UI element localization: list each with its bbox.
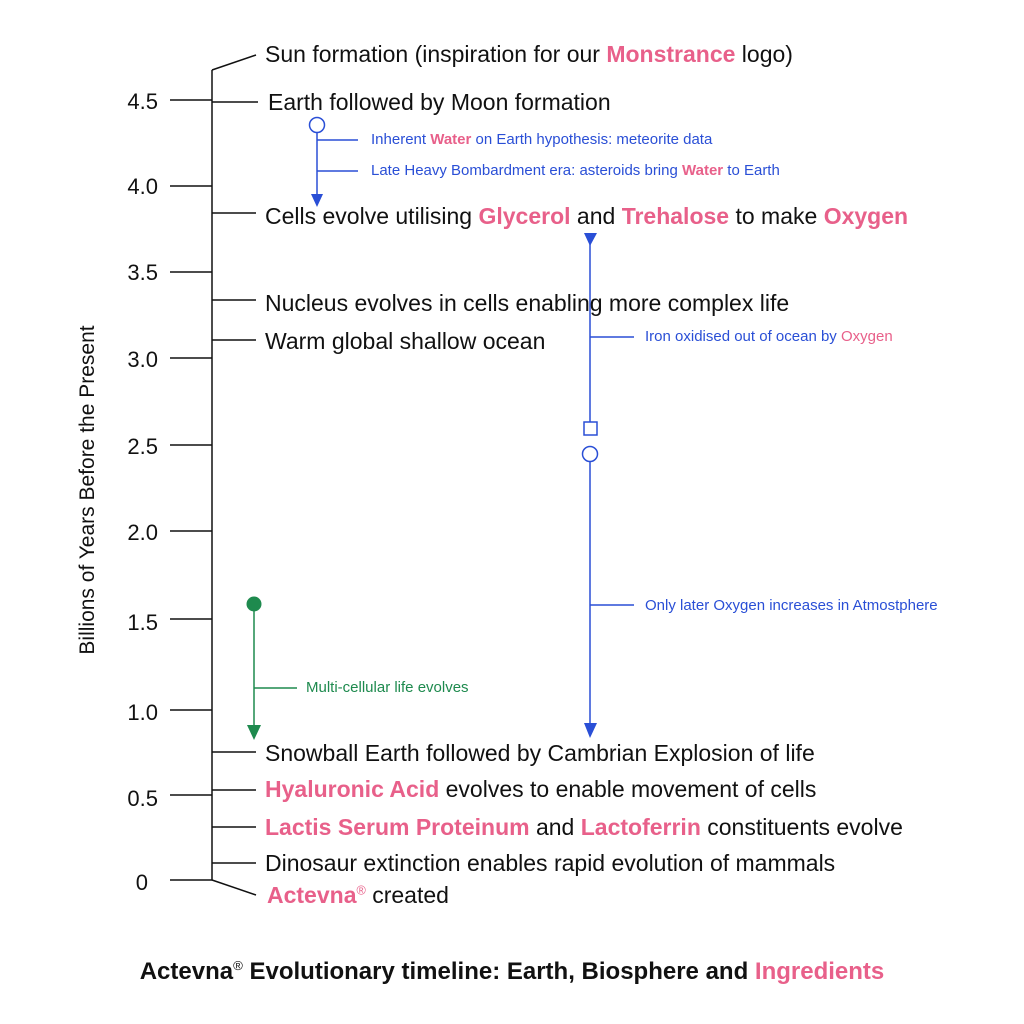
event-text: logo) xyxy=(735,41,793,67)
highlight-actevna: Actevna xyxy=(267,882,357,908)
note-iron-oxidised xyxy=(645,329,893,344)
event-connector xyxy=(212,880,256,895)
tick-label: 4.5 xyxy=(127,89,158,114)
tick-label: 0.5 xyxy=(127,786,158,811)
tick-label: 3.5 xyxy=(127,260,158,285)
multicellular-arrow xyxy=(247,597,298,741)
axis-title: Billions of Years Before the Present xyxy=(76,325,99,655)
event-snowball-earth: Snowball Earth followed by Cambrian Explosion of life xyxy=(265,740,815,766)
highlight-ingredients: Ingredients xyxy=(754,958,885,985)
event-sun-formation xyxy=(265,43,793,66)
tick-label: 2.5 xyxy=(127,434,158,459)
tick-label: 2.0 xyxy=(127,520,158,545)
event-earth-moon: Earth followed by Moon formation xyxy=(268,89,611,115)
event-text: and xyxy=(570,203,622,229)
tick-label: 1.0 xyxy=(127,700,158,725)
note-text: to Earth xyxy=(723,162,780,179)
event-text: to make xyxy=(729,203,824,229)
highlight-oxygen: Oxygen xyxy=(823,203,909,229)
registered-mark: ® xyxy=(356,883,366,898)
event-lactis-serum xyxy=(265,816,903,839)
axis-group xyxy=(170,55,258,895)
highlight-glycerol: Glycerol xyxy=(478,203,571,229)
title-text: Evolutionary timeline: Earth, Biosphere and xyxy=(242,958,755,985)
title-text: Actevna xyxy=(139,958,234,985)
atmosphere-arrow-head xyxy=(584,723,597,738)
tick-label: 1.5 xyxy=(127,610,158,635)
event-text: Cells evolve utilising xyxy=(265,203,479,229)
event-connector xyxy=(212,55,256,70)
highlight-trehalose: Trehalose xyxy=(621,203,730,229)
note-water-hypothesis xyxy=(371,132,712,147)
event-text: Sun formation (inspiration for our xyxy=(265,41,607,67)
tick-label: 0 xyxy=(135,870,148,895)
event-nucleus: Nucleus evolves in cells enabling more complex life xyxy=(265,290,790,316)
event-cells-oxygen xyxy=(265,205,908,228)
highlight-lactoferrin: Lactoferrin xyxy=(580,814,701,840)
highlight-hyaluronic-acid: Hyaluronic Acid xyxy=(265,776,440,802)
highlight-water: Water xyxy=(682,162,724,179)
highlight-water: Water xyxy=(430,131,472,148)
note-bombardment xyxy=(371,163,780,178)
event-text: created xyxy=(365,882,449,908)
highlight-oxygen: Oxygen xyxy=(840,328,893,345)
note-text: on Earth hypothesis: meteorite data xyxy=(471,131,713,148)
iron-end-square xyxy=(584,422,597,435)
note-text: Iron oxidised out of ocean by xyxy=(645,328,841,345)
event-actevna-created xyxy=(267,884,449,907)
note-text: Inherent xyxy=(371,131,431,148)
registered-mark: ® xyxy=(233,958,243,973)
diagram-title xyxy=(0,958,1024,986)
event-dinosaur-extinction: Dinosaur extinction enables rapid evolution of mammals xyxy=(265,850,836,876)
highlight-monstrance: Monstrance xyxy=(606,41,736,67)
multicellular-start-dot xyxy=(247,597,262,612)
note-oxygen-atmosphere: Only later Oxygen increases in Atmostphere xyxy=(645,597,938,614)
multicellular-arrow-head xyxy=(247,725,261,740)
tick-label: 3.0 xyxy=(127,347,158,372)
event-text: constituents evolve xyxy=(700,814,903,840)
water-arrow xyxy=(310,118,359,208)
water-start-circle xyxy=(310,118,325,133)
event-hyaluronic-acid xyxy=(265,778,816,801)
tick-label: 4.0 xyxy=(127,174,158,199)
event-text: and xyxy=(529,814,581,840)
event-ocean: Warm global shallow ocean xyxy=(265,328,546,354)
atmosphere-start-circle xyxy=(583,447,598,462)
note-text: Late Heavy Bombardment era: asteroids bring xyxy=(371,162,682,179)
event-text: evolves to enable movement of cells xyxy=(439,776,817,802)
highlight-lactis-serum: Lactis Serum Proteinum xyxy=(265,814,530,840)
note-multicellular: Multi-cellular life evolves xyxy=(306,679,469,696)
